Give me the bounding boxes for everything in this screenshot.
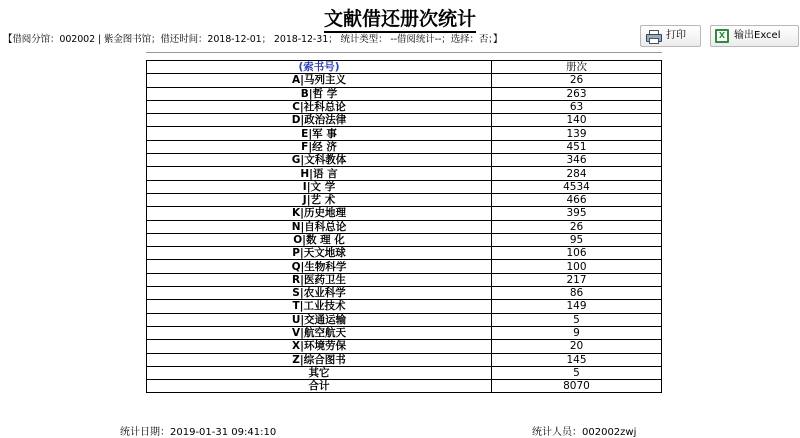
classification-cell: V|航空航天 (147, 326, 492, 339)
table-row (147, 207, 662, 220)
table-row (147, 193, 662, 206)
count-cell: 5 (492, 366, 662, 379)
column-header-call-number[interactable]: (索书号) (147, 61, 492, 74)
count-cell: 86 (492, 287, 662, 300)
classification-cell: G|文科教体 (147, 154, 492, 167)
count-cell: 139 (492, 127, 662, 140)
classification-cell: O|数 理 化 (147, 233, 492, 246)
classification-cell: C|社科总论 (147, 100, 492, 113)
table-row (147, 87, 662, 100)
count-cell: 20 (492, 340, 662, 353)
query-parameters: 【借阅分馆：002002 | 紫金图书馆；借还时间：2018-12-01； 2018-12-31； 统计类型： --借阅统计--；选择：否；】 (3, 34, 503, 45)
count-cell: 346 (492, 154, 662, 167)
classification-cell: H|语 言 (147, 167, 492, 180)
column-header-count: 册次 (492, 61, 662, 74)
classification-cell: Z|综合图书 (147, 353, 492, 366)
export-excel-button-label: 输出Excel (734, 30, 781, 41)
export-excel-button[interactable] (710, 25, 799, 47)
classification-cell: X|环境劳保 (147, 340, 492, 353)
count-cell: 95 (492, 233, 662, 246)
count-cell: 106 (492, 247, 662, 260)
count-cell: 9 (492, 326, 662, 339)
classification-cell: D|政治法律 (147, 114, 492, 127)
classification-cell: Q|生物科学 (147, 260, 492, 273)
count-cell: 451 (492, 140, 662, 153)
classification-cell: I|文 学 (147, 180, 492, 193)
table-row (147, 100, 662, 113)
table-header-row (147, 61, 662, 74)
table-row (147, 313, 662, 326)
print-button[interactable] (640, 25, 701, 47)
count-cell: 263 (492, 87, 662, 100)
statistics-operator: 统计人员：002002zwj (532, 427, 637, 438)
table-total-row (147, 380, 662, 393)
classification-cell: U|交通运输 (147, 313, 492, 326)
table-row (147, 273, 662, 286)
statistics-table (146, 60, 662, 393)
printer-icon (645, 30, 661, 43)
classification-cell: A|马列主义 (147, 74, 492, 87)
table-row (147, 366, 662, 379)
classification-cell: J|艺 术 (147, 193, 492, 206)
classification-cell: K|历史地理 (147, 207, 492, 220)
count-cell: 100 (492, 260, 662, 273)
table-body (147, 74, 662, 380)
count-cell: 395 (492, 207, 662, 220)
table-row (147, 340, 662, 353)
count-cell: 466 (492, 193, 662, 206)
classification-cell: S|农业科学 (147, 287, 492, 300)
classification-cell: E|军 事 (147, 127, 492, 140)
table-row (147, 326, 662, 339)
table-row (147, 114, 662, 127)
classification-cell: N|自科总论 (147, 220, 492, 233)
table-row (147, 287, 662, 300)
classification-cell: 其它 (147, 366, 492, 379)
print-button-label: 打印 (666, 30, 686, 41)
count-cell: 63 (492, 100, 662, 113)
count-cell: 145 (492, 353, 662, 366)
table-row (147, 140, 662, 153)
count-cell: 217 (492, 273, 662, 286)
excel-icon: X (715, 29, 729, 43)
table-row (147, 260, 662, 273)
classification-cell: P|天文地球 (147, 247, 492, 260)
classification-cell: F|经 济 (147, 140, 492, 153)
table-row (147, 233, 662, 246)
table-row (147, 353, 662, 366)
table-row (147, 127, 662, 140)
count-cell: 5 (492, 313, 662, 326)
table-row (147, 154, 662, 167)
statistics-date: 统计日期：2019-01-31 09:41:10 (120, 427, 277, 438)
table-row (147, 220, 662, 233)
table-row (147, 167, 662, 180)
count-cell: 140 (492, 114, 662, 127)
count-cell: 4534 (492, 180, 662, 193)
count-cell: 26 (492, 74, 662, 87)
table-row (147, 247, 662, 260)
classification-cell: B|哲 学 (147, 87, 492, 100)
total-count: 8070 (492, 380, 662, 393)
table-row (147, 300, 662, 313)
page-title-text: 文献借还册次统计 (324, 8, 476, 33)
count-cell: 26 (492, 220, 662, 233)
count-cell: 284 (492, 167, 662, 180)
total-label: 合计 (147, 380, 492, 393)
classification-cell: R|医药卫生 (147, 273, 492, 286)
table-row (147, 74, 662, 87)
divider (146, 52, 662, 53)
table-row (147, 180, 662, 193)
classification-cell: T|工业技术 (147, 300, 492, 313)
count-cell: 149 (492, 300, 662, 313)
